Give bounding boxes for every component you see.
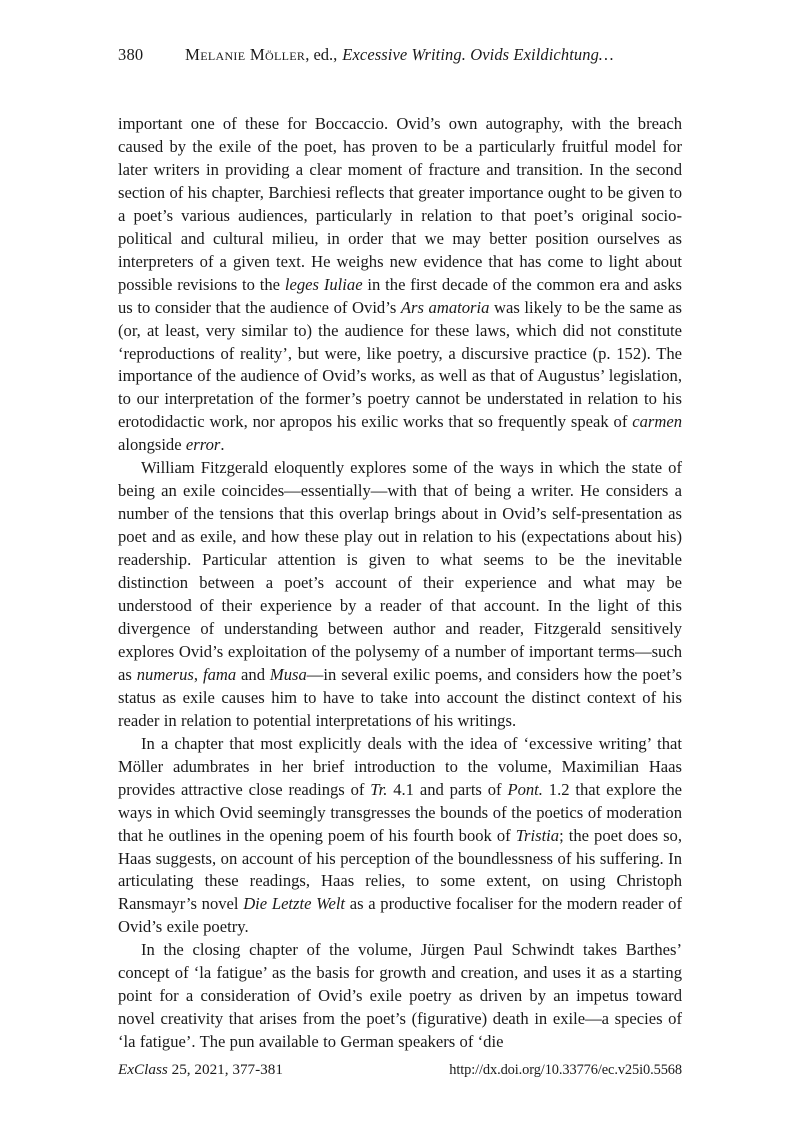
- paragraph: [118, 113, 682, 457]
- paragraph: [118, 733, 682, 940]
- italic-term: leges Iuliae: [284, 274, 363, 294]
- italic-term: Tr.: [370, 779, 388, 799]
- text-run: William Fitzgerald eloquently explores some of the ways in which the state of being an exile coincides—essentially—with that of being a writer. He considers a number of the tensions that this overlap brings about in Ovid’s self-presentation as poet and as exile, and how these play out in relation to his (expectations about his) readership. Particular attention is given to what seems to be the inevitable distinction between a poet’s account of their experience and what may be understood of their experience by a reader of that account. In the light of this divergence of understanding between author and reader, Fitzgerald sensitively explores Ovid’s exploitation of the polysemy of a number of important terms—such as: [118, 458, 682, 684]
- text-run: ; the poet does so, Haas suggests, on account of his perception of the boundlessness of his suffering. In articulating these readings, Haas relies, to some extent, on using Christoph Ransmayr’s novel: [118, 825, 682, 914]
- italic-term: Ars amatoria: [400, 297, 490, 317]
- journal-citation-detail: 25, 2021, 377-381: [167, 1061, 283, 1078]
- running-head-title: Excessive Writing. Ovids Exildichtung…: [342, 45, 614, 64]
- text-run: alongside: [118, 435, 186, 455]
- text-run: important one of these for Boccaccio. Ovid’s own autography, with the breach caused by the exile of the poet, has proven to be a particularly fruitful model for later writers in providing a clear moment of fracture and transition. In the second section of his chapter, Barchiesi reflects that greater importance ought to be given to a poet’s various audiences, particularly in relation to that poet’s original socio-political and cultural milieu, in order that we may better position ourselves as interpreters of a given text. He weighs new evidence that has come to light about possible revisions to the: [118, 114, 682, 294]
- text-run: as a productive focaliser for the modern reader of Ovid’s exile poetry.: [118, 894, 683, 937]
- body-text: [118, 113, 682, 1054]
- italic-term: carmen: [632, 412, 682, 432]
- page-number: 380: [118, 45, 144, 64]
- text-run: in the first decade of the common era and asks us to consider that the audience of Ovid’s: [118, 274, 682, 317]
- italic-term: Pont.: [507, 779, 543, 799]
- italic-term: fama: [202, 664, 237, 684]
- italic-term: error: [185, 435, 221, 455]
- italic-term: Tristia: [515, 825, 560, 845]
- italic-term: numerus: [136, 664, 194, 684]
- footer-citation: [118, 1060, 283, 1080]
- text-run: In the closing chapter of the volume, Jürgen Paul Schwindt takes Barthes’ concept of ‘la fatigue’ as the basis for growth and creation, and uses it as a starting point for a consideration of Ovid’s exile poetry as driven by an impetus toward novel creativity that arises from the poet’s (figurative) death in exile—a species of ‘la fatigue’. The pun available to German speakers of ‘die: [118, 940, 682, 1052]
- paragraph: [118, 939, 682, 1054]
- italic-term: Musa: [269, 664, 307, 684]
- page-footer: [118, 1060, 682, 1084]
- running-head-separator: , ed.,: [305, 45, 338, 64]
- text-run: was likely to be the same as (or, at least, very similar to) the audience for these laws, which did not constitute ‘reproductions of reality’, but were, like poetry, a discursive practice (p. 152). The importance of the audience of Ovid’s works, as well as that of Augustus’ legislation, to our interpretation of the former’s poetry cannot be understated in relation to his erotodidactic work, nor apropos his exilic works that so frequently speak of: [118, 297, 683, 432]
- running-head: [118, 44, 682, 68]
- text-run: —in several exilic poems, and considers how the poet’s status as exile causes him to have to take into account the distinct context of his reader in relation to potential interpretations of his writings.: [118, 664, 682, 730]
- text-run: 1.2 that explore the ways in which Ovid seemingly transgresses the bounds of the poetics of moderation that he outlines in the opening poem of his fourth book of: [118, 779, 683, 845]
- text-run: In a chapter that most explicitly deals with the idea of ‘excessive writing’ that Möller adumbrates in her brief introduction to the volume, Maximilian Haas provides attractive close readings of: [118, 733, 682, 799]
- paragraph: [118, 457, 682, 732]
- text-run: 4.1 and parts of: [387, 779, 508, 799]
- doi-link[interactable]: http://dx.doi.org/10.33776/ec.v25i0.5568: [449, 1062, 682, 1078]
- italic-term: Die Letzte Welt: [243, 894, 346, 914]
- text-run: ,: [193, 664, 203, 684]
- text-run: .: [220, 435, 225, 455]
- text-run: and: [236, 664, 270, 684]
- running-head-author: Melanie Möller: [185, 45, 306, 64]
- journal-name: ExClass: [118, 1061, 168, 1078]
